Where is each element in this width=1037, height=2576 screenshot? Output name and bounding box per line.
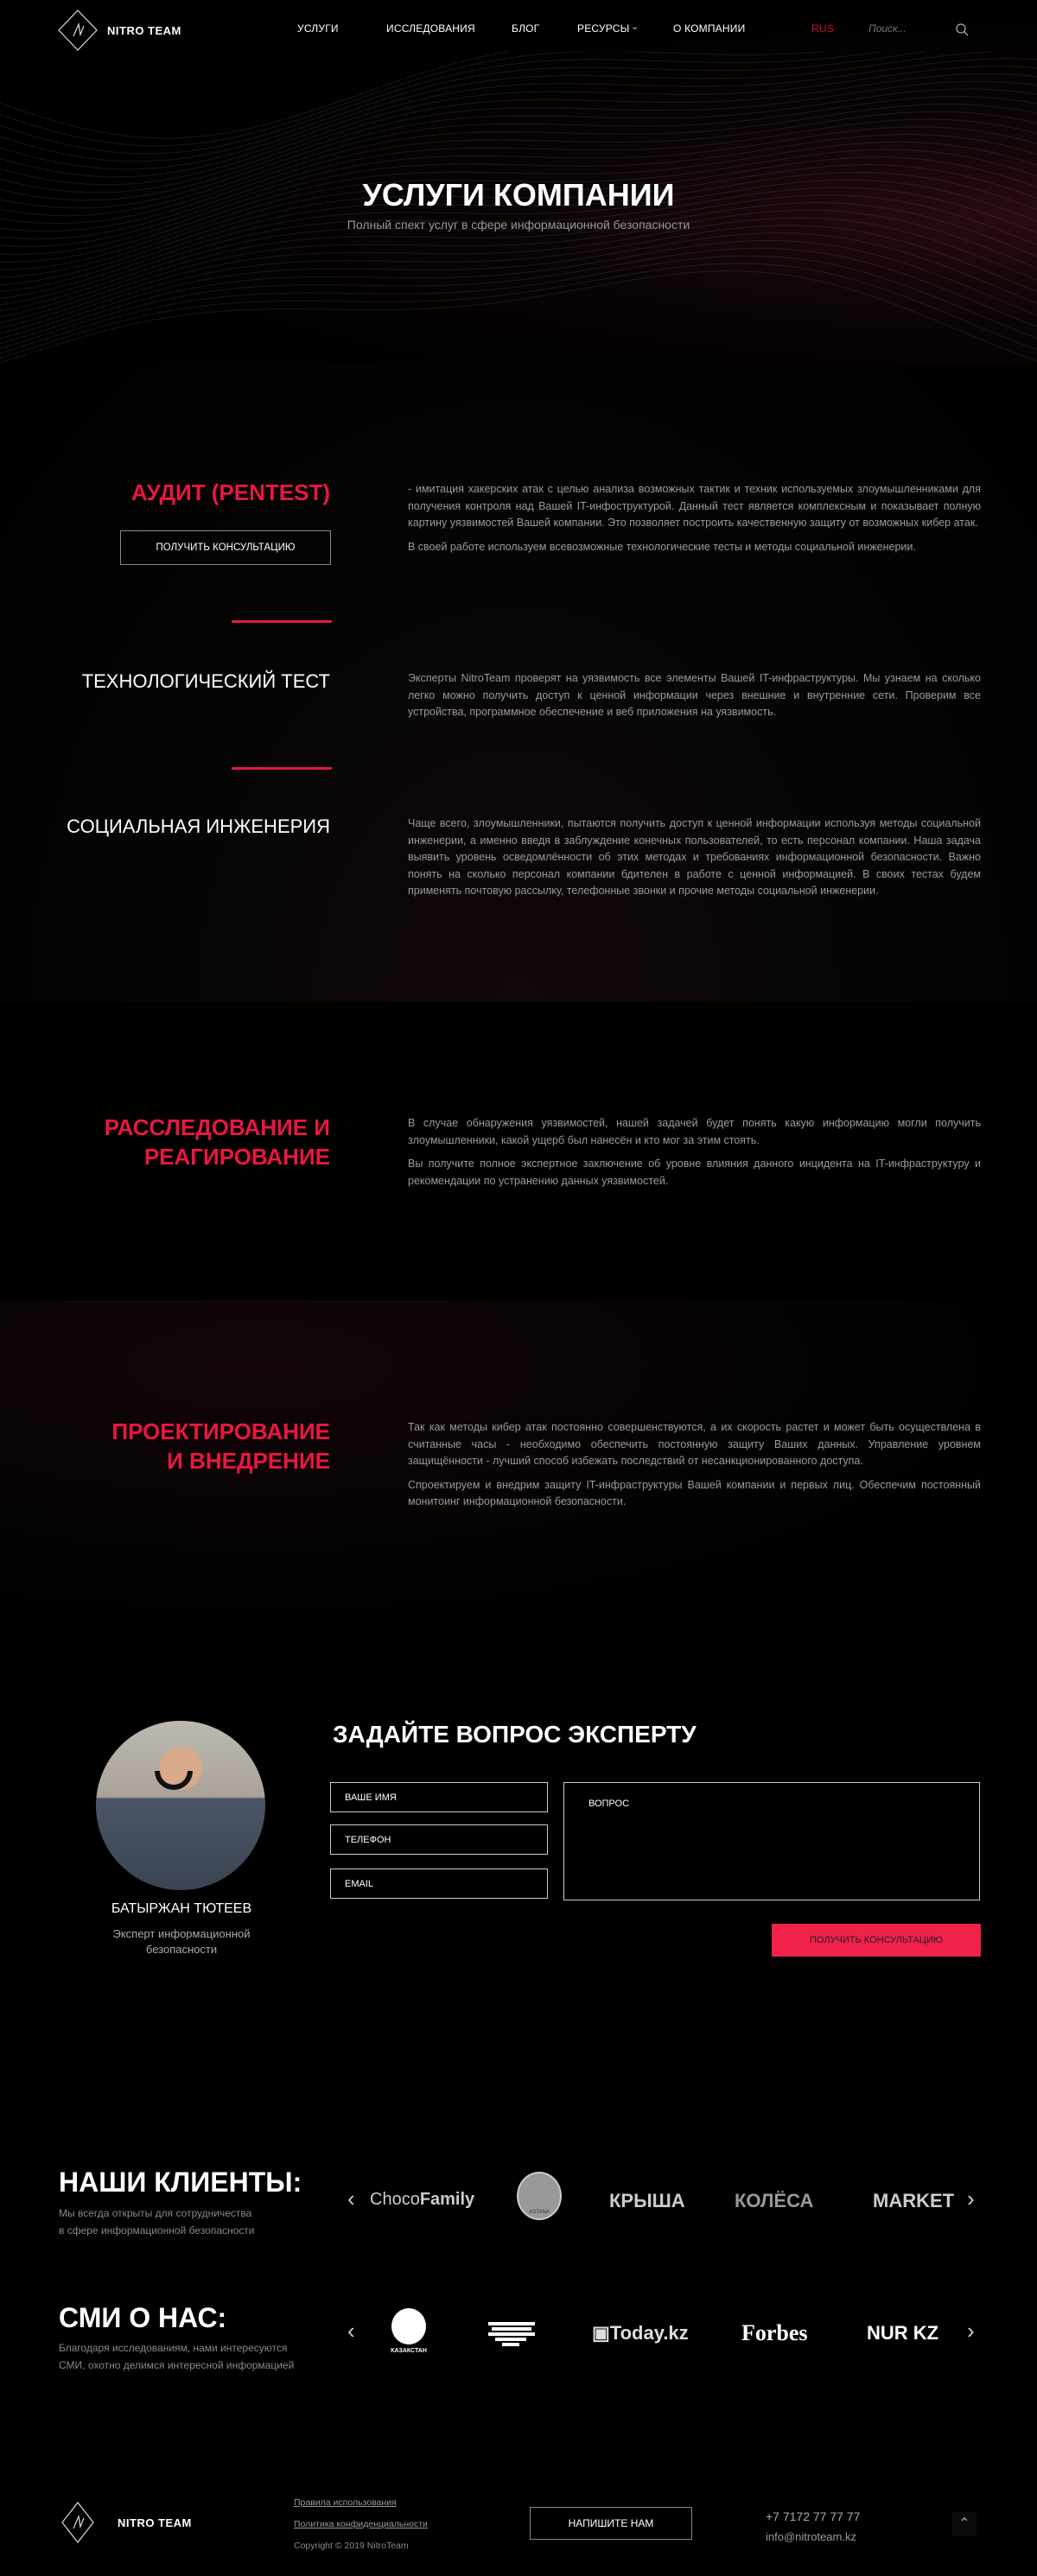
tech-test-title: ТЕХНОЛОГИЧЕСКИЙ ТЕСТ: [81, 670, 330, 692]
chevron-down-icon[interactable]: ⌄: [631, 22, 639, 32]
logo-diamond-icon: [57, 9, 99, 52]
wave-line: [0, 256, 1037, 353]
client-logo-astana-emblem: [517, 2172, 562, 2220]
language-switch[interactable]: RUS: [811, 22, 834, 35]
media-logo-forbes: Forbes: [741, 2320, 808, 2345]
name-input[interactable]: ВАШЕ ИМЯ: [330, 1782, 548, 1812]
design-title-line: ПРОЕКТИРОВАНИЕ: [111, 1418, 330, 1444]
social-engineering-description: [408, 815, 981, 907]
headphones-icon: [155, 1771, 193, 1790]
design-title-line: И ВНЕДРЕНИЕ: [167, 1448, 330, 1474]
logo-text: Family: [419, 2190, 475, 2209]
nav-blog[interactable]: БЛОГ: [512, 22, 540, 35]
logo-text: Choco: [370, 2190, 420, 2209]
clients-title: НАШИ КЛИЕНТЫ:: [59, 2167, 302, 2198]
media-logo-kazakhstan: [387, 2308, 430, 2354]
footer-logo[interactable]: [60, 2501, 207, 2544]
investigation-title-line: РЕАГИРОВАНИЕ: [143, 1144, 330, 1170]
submit-consultation-button[interactable]: ПОЛУЧИТЬ КОНСУЛЬТАЦИЮ: [772, 1924, 981, 1957]
footer-phone[interactable]: +7 7172 77 77 77: [766, 2509, 861, 2523]
clients-next-arrow-icon[interactable]: ›: [967, 2186, 975, 2211]
logo-text: ASTANA: [529, 2210, 550, 2215]
header-logo[interactable]: [57, 9, 195, 52]
media-logo-nurkz: NUR KZ: [867, 2322, 939, 2344]
kazakhstan-emblem-icon: [391, 2308, 426, 2344]
investigation-paragraph: Вы получите полное экспертное заключение об уровне влияния данного инцидента на IT-инфраструктуру и рекомендации по устранению данных уязвимостей.: [408, 1158, 981, 1187]
copyright: Copyright © 2019 NitroTeam: [294, 2541, 409, 2551]
design-paragraph: Спроектируем и внедрим защиту IT-инфраструктуры Вашей компании и первых лиц. Обеспечим постоянный монитоинг информационной безопасности.: [408, 1478, 981, 1507]
nav-services[interactable]: УСЛУГИ: [297, 22, 339, 35]
clients-prev-arrow-icon[interactable]: ‹: [347, 2186, 355, 2211]
wave-line: [0, 248, 1037, 348]
audit-paragraph: - имитация хакерских атак с целью анализа возможных тактик и техник используемых злоумышленниками для получения контроля над Вашей IT-инфоструктурой. Данный тест является комплексным и показывает полную картину уязвимостей Вашей компании. Это позволяет построить качественную защиту от возможных кибер атак.: [408, 483, 981, 529]
media-subtitle: [59, 2339, 294, 2374]
divider: [232, 620, 332, 623]
tech-test-description: [408, 670, 981, 728]
privacy-link[interactable]: Политика конфиденциальности: [294, 2519, 428, 2529]
audit-paragraph: В своей работе используем всевозможные технологические тесты и методы социальной инженерии.: [408, 540, 916, 553]
social-paragraph: Чаще всего, злоумышленники, пытаются получить доступ к ценной информации используя методы социальной инженерии, а именно введя в заблуждение конечных пользователей, то есть персонал компании. Наша задача выявить уровень осведомлённости об этих методах и требованиях информационной безопасности. Важно понять на сколько персонал компании бдителен в работе с ценной информацией. В своих тестах будем применять почтовую рассылку, телефонные звонки и прочие методы социальной инженерии.: [408, 817, 981, 897]
question-textarea[interactable]: ВОПРОС: [563, 1782, 980, 1900]
form-title: ЗАДАЙТЕ ВОПРОС ЭКСПЕРТУ: [333, 1721, 697, 1748]
wave-line: [0, 52, 1037, 162]
logo-text: Today.kz: [609, 2322, 689, 2344]
media-subtitle-line: Благодаря исследованиям, нами интересуются: [59, 2342, 288, 2354]
media-next-arrow-icon[interactable]: ›: [967, 2318, 975, 2344]
page-subtitle: Полный спект услуг в сфере информационной безопасности: [347, 218, 690, 232]
footer-email[interactable]: info@nitroteam.kz: [766, 2530, 856, 2543]
investigation-description: [408, 1115, 981, 1196]
logo-text: NITRO TEAM: [107, 24, 181, 37]
nav-resources[interactable]: РЕСУРСЫ: [577, 22, 630, 35]
design-paragraph: Так как методы кибер атак постоянно совершенствуются, а их скорость растет и может быть осуществлена в считанные часы - необходимо обеспечить постоянную защиту Ваших данных. Управление уровнем защищённости - лучший способ избежать последствий от несанкционированного доступа.: [408, 1421, 981, 1467]
media-logo-today: ▣Today.kz: [592, 2322, 689, 2344]
wave-line: [0, 241, 1037, 344]
search-icon[interactable]: [955, 22, 969, 36]
scroll-to-top-icon[interactable]: ⌃: [952, 2512, 977, 2536]
design-title: [111, 1417, 330, 1475]
tech-paragraph: Эксперты NitroTeam проверят на уязвимость все элементы Вашей IT-инфраструктуры. Мы узнаем на сколько легко можно получить доступ к ценной информации через внешние и внутренние сети. Проверим все устройства, программное обеспечение и веб приложения на уязвимость.: [408, 672, 981, 718]
wave-line: [0, 52, 1037, 169]
clients-subtitle-line: Мы всегда открыты для сотрудничества: [59, 2207, 252, 2219]
expert-role: Эксперт информационной безопасности: [112, 1927, 251, 1956]
media-subtitle-line: СМИ, охотно делимся интересной информацией: [59, 2359, 295, 2371]
wave-line: [0, 271, 1037, 363]
wave-line: [0, 225, 1037, 333]
client-logo-market: MARKET: [873, 2190, 955, 2211]
investigation-paragraph: В случае обнаружения уязвимостей, нашей задачей будет понять какую информацию могли получить злоумышленники, какой ущерб был нанесён и кто мог за этим стоять.: [408, 1117, 981, 1146]
page-title: УСЛУГИ КОМПАНИИ: [362, 177, 675, 213]
expert-avatar: [96, 1721, 265, 1890]
media-prev-arrow-icon[interactable]: ‹: [347, 2318, 355, 2344]
audit-consultation-button[interactable]: ПОЛУЧИТЬ КОНСУЛЬТАЦИЮ: [120, 530, 331, 565]
logo-text: КАЗАКСТАН: [391, 2348, 427, 2354]
wave-line: [0, 67, 1037, 185]
email-input[interactable]: EMAIL: [330, 1869, 548, 1899]
expert-name: БАТЫРЖАН ТЮТЕЕВ: [111, 1901, 252, 1916]
investigation-title-line: РАССЛЕДОВАНИЕ И: [104, 1114, 330, 1140]
terms-link[interactable]: Правила использования: [294, 2497, 397, 2508]
social-engineering-title: СОЦИАЛЬНАЯ ИНЖЕНЕРИЯ: [67, 815, 330, 837]
investigation-title: [105, 1113, 330, 1171]
media-logo-stripes-icon: [487, 2320, 537, 2346]
design-description: [408, 1419, 981, 1518]
logo-diamond-icon: [60, 2501, 95, 2544]
divider: [232, 767, 332, 770]
client-logo-kolesa: КОЛЁСА: [735, 2190, 814, 2211]
audit-description: [408, 481, 981, 562]
logo-text: NITRO TEAM: [118, 2516, 192, 2529]
audit-title: АУДИТ (PENTEST): [130, 479, 330, 505]
client-logo-chocofamily: [370, 2190, 474, 2210]
media-title: СМИ О НАС:: [59, 2302, 227, 2333]
nav-research[interactable]: ИССЛЕДОВАНИЯ: [386, 22, 475, 35]
nav-about[interactable]: О КОМПАНИИ: [673, 22, 746, 35]
client-logo-krysha: КРЫША: [609, 2190, 685, 2211]
write-us-button[interactable]: НАПИШИТЕ НАМ: [530, 2507, 692, 2540]
clients-subtitle: [59, 2205, 255, 2239]
phone-input[interactable]: ТЕЛЕФОН: [330, 1824, 548, 1855]
clients-subtitle-line: в сфере информационной безопасности: [59, 2224, 255, 2237]
